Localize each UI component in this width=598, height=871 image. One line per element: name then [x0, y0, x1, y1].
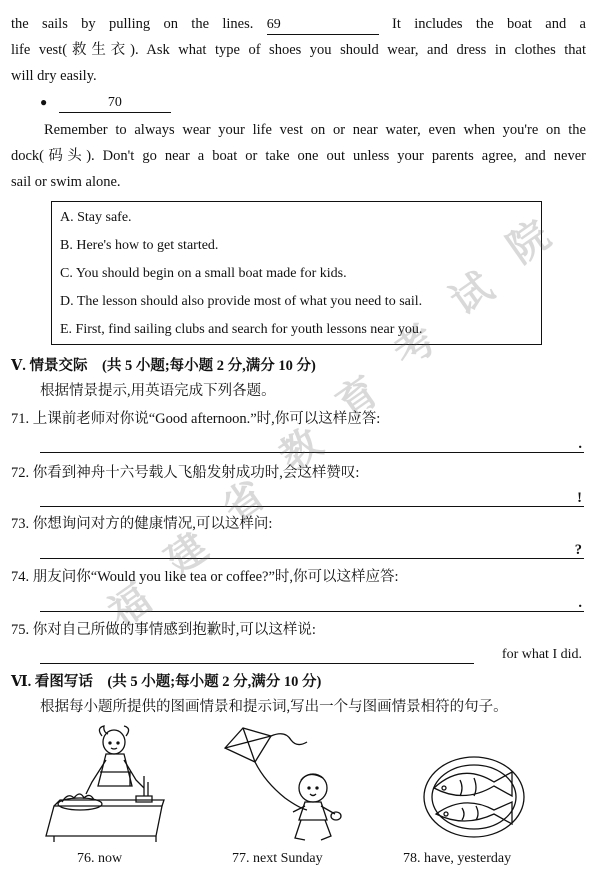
watermark-char: 考 — [384, 315, 445, 377]
cooking-girl-picture — [40, 724, 168, 846]
question-75: 75. 你对自己所做的事情感到抱歉时,可以这样说: — [11, 622, 316, 638]
q75-end-text: for what I did. — [501, 647, 582, 662]
watermark-char: 育 — [327, 367, 388, 429]
section-6-instruction: 根据每小题所提供的图画情景和提示词,写出一个与图画情景相符的句子。 — [40, 699, 508, 715]
caption-77: 77. next Sunday — [232, 851, 323, 866]
section-5-heading: Ⅴ. 情景交际 (共 5 小题;每小题 2 分,满分 10 分) — [11, 358, 316, 374]
option-d: D. The lesson should also provide most of what you need to sail. — [60, 294, 423, 309]
passage-line-4: Remember to always wear your life vest on or near water, even when you're on the — [44, 122, 586, 138]
answer-line-73[interactable] — [40, 558, 584, 559]
watermark-char: 省 — [213, 471, 274, 533]
passage-line-1 — [11, 11, 586, 37]
watermark-char: 试 — [441, 263, 502, 325]
options-box — [51, 201, 542, 345]
passage-line-6: sail or swim alone. — [11, 174, 121, 190]
passage-line-3: will dry easily. — [11, 68, 97, 84]
question-72: 72. 你看到神舟十六号载人飞船发射成功时,会这样赞叹: — [11, 465, 360, 481]
watermark-char: 建 — [156, 523, 217, 585]
option-c: C. You should begin on a small boat made for kids. — [60, 266, 347, 281]
q72-end-mark: ! — [577, 490, 582, 506]
passage-line-2: life vest(救生衣). Ask what type of shoes you should wear, and dress in clothes that — [11, 42, 586, 58]
bullet-heading — [40, 90, 171, 114]
section-5-instruction: 根据情景提示,用英语完成下列各题。 — [40, 383, 276, 399]
question-71: 71. 上课前老师对你说“Good afternoon.”时,你可以这样应答: — [11, 411, 381, 427]
blank-69[interactable]: 69 — [267, 16, 379, 35]
watermark-char: 福 — [99, 575, 160, 637]
q73-end-mark: ? — [574, 542, 582, 558]
passage-text: the sails by pulling on the lines. — [11, 16, 254, 32]
q71-end-mark: . — [578, 436, 582, 452]
option-a: A. Stay safe. — [60, 210, 132, 225]
fish-plate-picture — [420, 752, 528, 842]
watermark-char: 院 — [498, 211, 559, 273]
watermark-char: 教 — [270, 419, 331, 481]
answer-line-75[interactable] — [40, 663, 474, 664]
bullet-icon: ● — [40, 95, 48, 109]
question-73: 73. 你想询问对方的健康情况,可以这样问: — [11, 516, 273, 532]
caption-76: 76. now — [77, 851, 123, 866]
answer-line-71[interactable] — [40, 452, 584, 453]
q74-end-mark: . — [578, 595, 582, 611]
option-b: B. Here's how to get started. — [60, 238, 219, 253]
answer-line-72[interactable] — [40, 506, 584, 507]
passage-text: It includes the boat and a — [392, 16, 586, 32]
blank-70[interactable]: 70 — [59, 94, 171, 113]
boy-kite-picture — [215, 722, 345, 846]
passage-line-5: dock(码头). Don't go near a boat or take one out unless your parents agree, and never — [11, 148, 586, 164]
answer-line-74[interactable] — [40, 611, 584, 612]
caption-78: 78. have, yesterday — [403, 851, 512, 866]
section-6-heading: Ⅵ. 看图写话 (共 5 小题;每小题 2 分,满分 10 分) — [11, 674, 322, 690]
question-74: 74. 朋友问你“Would you like tea or coffee?”时,你可以这样应答: — [11, 569, 399, 585]
option-e: E. First, find sailing clubs and search for youth lessons near you. — [60, 322, 423, 337]
